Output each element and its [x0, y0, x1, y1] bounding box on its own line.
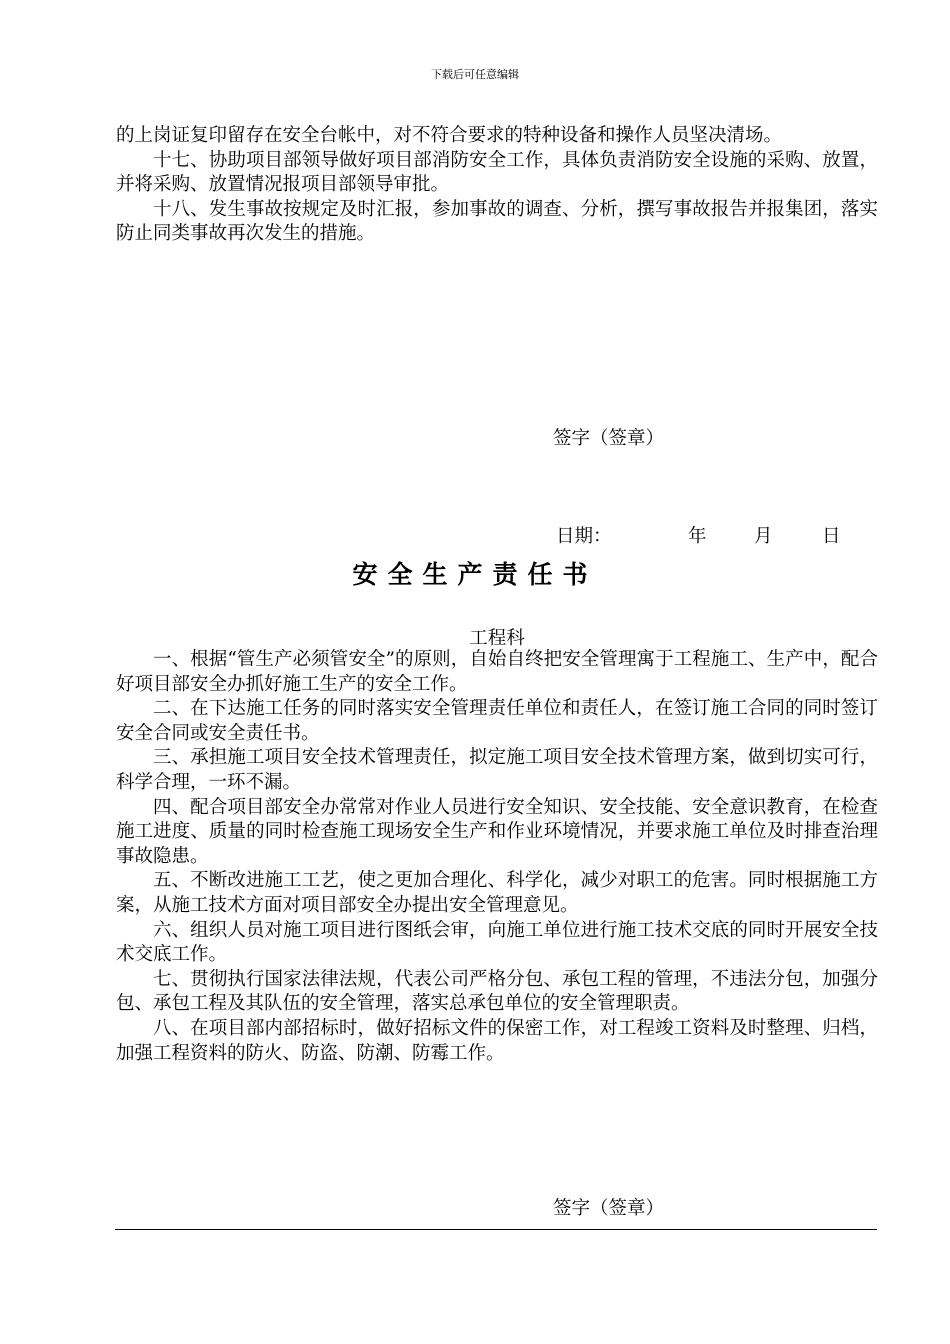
list-item: 六、组织人员对施工项目进行图纸会审，向施工单位进行施工技术交底的同时开展安全技术交底工作。	[116, 919, 878, 966]
date-month: 月	[754, 526, 773, 547]
date-line	[556, 522, 856, 548]
list-item: 五、不断改进施工工艺，使之更加合理化、科学化，减少对职工的危害。同时根据施工方案，从施工技术方面对项目部安全办提出安全管理意见。	[116, 870, 878, 916]
top-section	[116, 124, 878, 247]
list-item: 八、在项目部内部招标时，做好招标文件的保密工作，对工程竣工资料及时整理、归档，加强工程资料的防火、防盗、防潮、防霉工作。	[116, 1017, 878, 1064]
footer-divider	[115, 1229, 877, 1230]
signature-line: 签字（签章）	[553, 428, 665, 449]
date-label: 日期：	[556, 526, 612, 547]
date-day: 日	[822, 526, 841, 547]
responsibility-list	[116, 648, 878, 1066]
paragraph-item-18: 十八、发生事故按规定及时汇报，参加事故的调查、分析，撰写事故报告并报集团，落实防止同类事故再次发生的措施。	[116, 198, 878, 245]
signature-line-2: 签字（签章）	[553, 1198, 665, 1219]
list-item: 二、在下达施工任务的同时落实安全管理责任单位和责任人，在签订施工合同的同时签订安全合同或安全责任书。	[116, 698, 878, 744]
date-year: 年	[688, 526, 707, 547]
list-item: 七、贯彻执行国家法律法规，代表公司严格分包、承包工程的管理，不违法分包，加强分包、承包工程及其队伍的安全管理，落实总承包单位的安全管理职责。	[116, 968, 878, 1015]
list-item: 四、配合项目部安全办常常对作业人员进行安全知识、安全技能、安全意识教育，在检查施工进度、质量的同时检查施工现场安全生产和作业环境情况，并要求施工单位及时排查治理事故隐患。	[116, 796, 878, 867]
department-name: 工程科	[469, 628, 525, 649]
page-header: 下载后可任意编辑	[431, 68, 519, 81]
paragraph-continuation: 的上岗证复印留存在安全台帐中，对不符合要求的特种设备和操作人员坚决清场。	[116, 125, 783, 146]
paragraph-item-17: 十七、协助项目部领导做好项目部消防安全工作，具体负责消防安全设施的采购、放置，并将采购、放置情况报项目部领导审批。	[116, 149, 878, 196]
list-item: 一、根据“管生产必须管安全”的原则，自始自终把安全管理寓于工程施工、生产中，配合好项目部安全办抓好施工生产的安全工作。	[116, 649, 878, 695]
list-item: 三、承担施工项目安全技术管理责任，拟定施工项目安全技术管理方案，做到切实可行，科学合理，一环不漏。	[116, 747, 878, 793]
document-title: 安全生产责任书	[352, 560, 598, 589]
